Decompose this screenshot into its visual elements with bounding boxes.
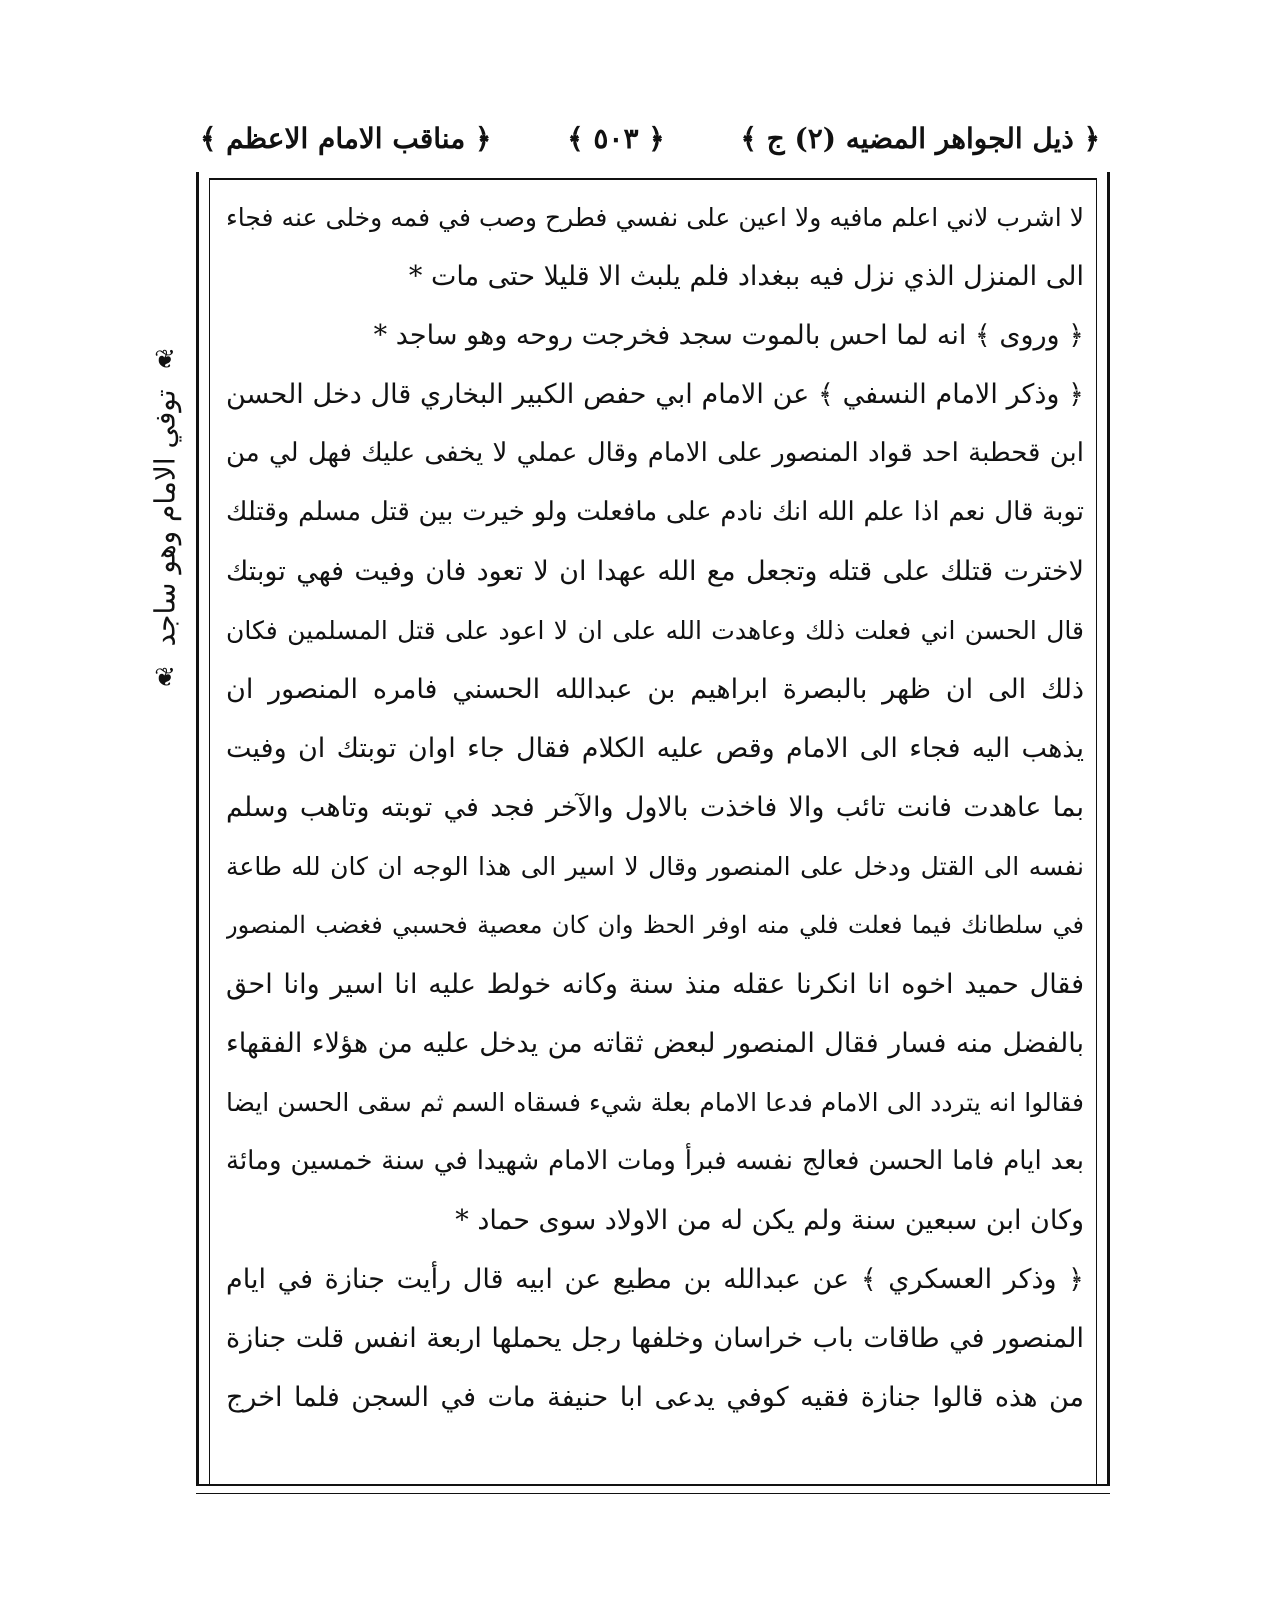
text-line: الى المنزل الذي نزل فيه ببغداد فلم يلبث الا قليلا حتى مات * <box>408 261 1084 292</box>
main-text <box>226 188 1084 1427</box>
page-header <box>200 112 1100 164</box>
text-line: في سلطانك فيما فعلت فلي منه اوفر الحظ وان كان معصية فحسبي فغضب المنصور <box>226 911 1084 939</box>
bottom-rule-thin <box>196 1493 1110 1494</box>
text-line: فقال حميد اخوه انا انكرنا عقله منذ سنة وكانه خولط عليه انا اسير وانا احق <box>226 969 1084 1000</box>
text-line: فقالوا انه يتردد الى الامام فدعا الامام بعلة شيء فسقاه السم ثم سقى الحسن ايضا <box>226 1088 1084 1117</box>
text-line: بما عاهدت فانت تائب والا فاخذت بالاول والآخر فجد في توبته وتاهب وسلم <box>226 792 1084 823</box>
text-line: لاخترت قتلك على قتله وتجعل مع الله عهدا ان لا تعود فان وفيت فهي توبتك <box>226 556 1084 587</box>
ornament-icon: ❦ <box>154 663 176 693</box>
text-line: يذهب اليه فجاء الى الامام وقص عليه الكلام فقال جاء اوان توبتك ان وفيت <box>226 733 1084 764</box>
header-page-number: ﴿ ٥٠٣ ﴾ <box>567 121 665 155</box>
text-line: قال الحسن اني فعلت ذلك وعاهدت الله على ان لا اعود على قتل المسلمين فكان <box>226 616 1084 645</box>
bottom-rule <box>196 1484 1110 1486</box>
text-line: ﴿ وذكر العسكري ﴾ عن عبدالله بن مطيع عن ابيه قال رأيت جنازة في ايام <box>226 1264 1084 1295</box>
text-line: ابن قحطبة احد قواد المنصور على الامام وقال عملي لا يخفى عليك فهل لي من <box>226 438 1084 468</box>
text-line: ﴿ وروى ﴾ انه لما احس بالموت سجد فخرجت روحه وهو ساجد * <box>373 320 1084 351</box>
text-line: ﴿ وذكر الامام النسفي ﴾ عن الامام ابي حفص الكبير البخاري قال دخل الحسن <box>226 379 1084 410</box>
header-series-title: ﴿ ذيل الجواهر المضيه (٢) ج ﴾ <box>740 121 1100 155</box>
header-book-title: ﴿ مناقب الامام الاعظم ﴾ <box>200 121 492 155</box>
text-line: توبة قال نعم اذا علم الله انك نادم على مافعلت ولو خيرت بين قتل مسلم وقتلك <box>226 497 1084 527</box>
text-line: لا اشرب لاني اعلم مافيه ولا اعين على نفسي فطرح وصب في فمه وخلى عنه فجاء <box>226 203 1084 232</box>
text-line: المنصور في طاقات باب خراسان وخلفها رجل يحملها اربعة انفس قلت جنازة <box>226 1323 1084 1354</box>
text-line: ذلك الى ان ظهر بالبصرة ابراهيم بن عبدالله الحسني فامره المنصور ان <box>226 674 1084 705</box>
text-line: وكان ابن سبعين سنة ولم يكن له من الاولاد سوى حماد * <box>455 1205 1084 1236</box>
text-line: بعد ايام فاما الحسن فعالج نفسه فبرأ ومات الامام شهيدا في سنة خمسين ومائة <box>226 1146 1084 1176</box>
ornament-icon: ❦ <box>154 345 176 375</box>
text-line: نفسه الى القتل ودخل على المنصور وقال لا اسير الى هذا الوجه ان كان لله طاعة <box>226 852 1084 881</box>
text-line: بالفضل منه فسار فقال المنصور لبعض ثقاته من يدخل عليه من هؤلاء الفقهاء <box>226 1028 1084 1059</box>
text-line: من هذه قالوا جنازة فقيه كوفي يدعى ابا حنيفة مات في السجن فلما اخرج <box>226 1382 1084 1413</box>
margin-note-text: توفي الامام وهو ساجد <box>148 389 182 647</box>
margin-note <box>120 345 210 708</box>
